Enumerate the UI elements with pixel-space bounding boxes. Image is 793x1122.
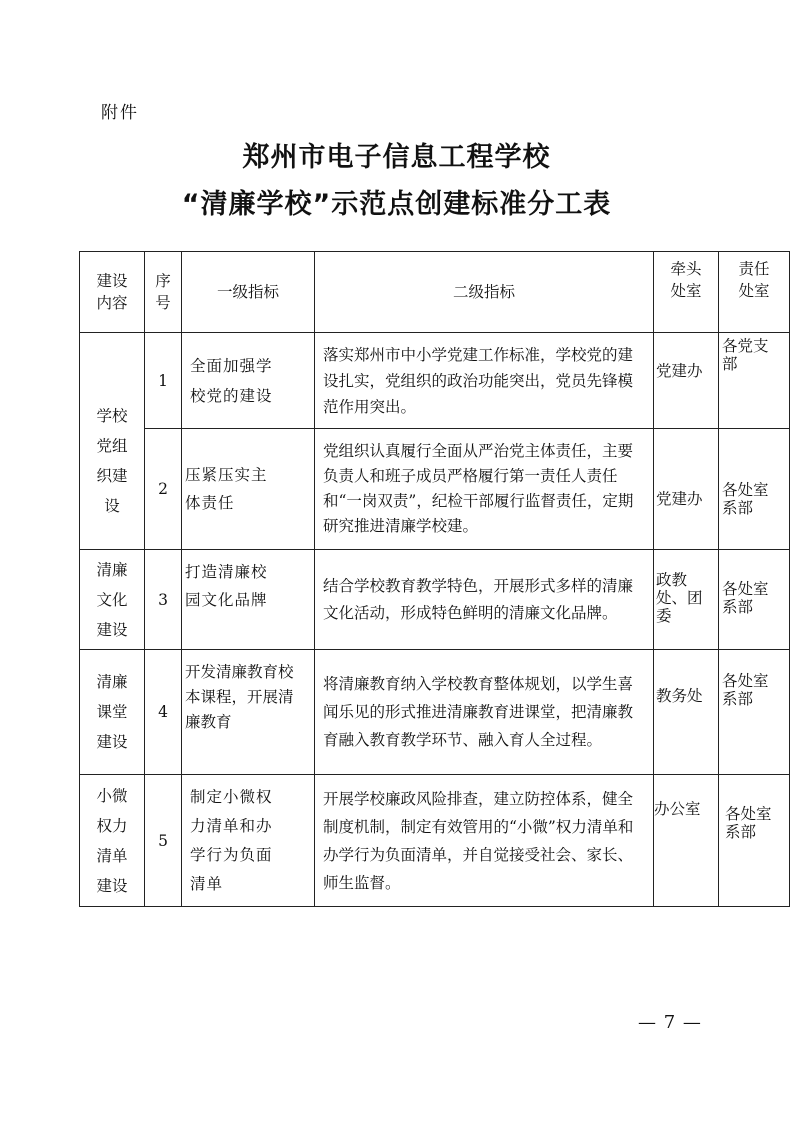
lead-cell: 党建办 bbox=[654, 333, 719, 429]
category-cell: 清廉文化建设 bbox=[80, 550, 145, 650]
seq-cell: 5 bbox=[145, 775, 182, 907]
page-number: — 7 — bbox=[638, 1012, 702, 1033]
seq-cell: 3 bbox=[145, 550, 182, 650]
table-row bbox=[80, 550, 790, 650]
header-lead: 牵头处室 bbox=[654, 252, 719, 333]
level1-cell: 全面加强学校党的建设 bbox=[182, 333, 315, 429]
responsible-cell: 各处室系部 bbox=[719, 550, 790, 650]
responsible-cell: 各处室系部 bbox=[719, 775, 790, 907]
level1-cell: 制定小微权力清单和办学行为负面清单 bbox=[182, 775, 315, 907]
header-responsible: 责任处室 bbox=[719, 252, 790, 333]
level2-cell: 落实郑州市中小学党建工作标准，学校党的建设扎实，党组织的政治功能突出，党员先锋模范作用突出。 bbox=[315, 333, 654, 429]
level2-cell: 开展学校廉政风险排查，建立防控体系，健全制度机制，制定有效管用的“小微”权力清单和办学行为负面清单，并自觉接受社会、家长、师生监督。 bbox=[315, 775, 654, 907]
category-cell: 小微权力清单建设 bbox=[80, 775, 145, 907]
seq-cell: 4 bbox=[145, 650, 182, 775]
level1-cell: 打造清廉校园文化品牌 bbox=[182, 550, 315, 650]
header-category: 建设内容 bbox=[80, 252, 145, 333]
seq-cell: 2 bbox=[145, 429, 182, 550]
header-level2: 二级指标 bbox=[315, 252, 654, 333]
level2-cell: 结合学校教育教学特色，开展形式多样的清廉文化活动，形成特色鲜明的清廉文化品牌。 bbox=[315, 550, 654, 650]
seq-cell: 1 bbox=[145, 333, 182, 429]
table-header-row bbox=[80, 252, 790, 333]
lead-cell: 党建办 bbox=[654, 429, 719, 550]
division-table bbox=[79, 251, 790, 907]
category-cell: 清廉课堂建设 bbox=[80, 650, 145, 775]
header-seq: 序号 bbox=[145, 252, 182, 333]
responsible-cell: 各处室系部 bbox=[719, 650, 790, 775]
header-level1: 一级指标 bbox=[182, 252, 315, 333]
category-cell: 学校党组织建设 bbox=[80, 333, 145, 550]
level2-cell: 党组织认真履行全面从严治党主体责任，主要负责人和班子成员严格履行第一责任人责任和“一岗双责”，纪检干部履行监督责任，定期研究推进清廉学校建。 bbox=[315, 429, 654, 550]
lead-cell: 政教处、团委 bbox=[654, 550, 719, 650]
table-row bbox=[80, 429, 790, 550]
table-row bbox=[80, 333, 790, 429]
document-subtitle: “清廉学校”示范点创建标准分工表 bbox=[181, 189, 612, 220]
level2-cell: 将清廉教育纳入学校教育整体规划，以学生喜闻乐见的形式推进清廉教育进课堂，把清廉教育融入教育教学环节、融入育人全过程。 bbox=[315, 650, 654, 775]
table-row bbox=[80, 650, 790, 775]
lead-cell: 办公室 bbox=[654, 775, 719, 907]
responsible-cell: 各处室系部 bbox=[719, 429, 790, 550]
level1-cell: 压紧压实主体责任 bbox=[182, 429, 315, 550]
lead-cell: 教务处 bbox=[654, 650, 719, 775]
table-row bbox=[80, 775, 790, 907]
responsible-cell: 各党支部 bbox=[719, 333, 790, 429]
attachment-label: 附件 bbox=[101, 103, 139, 123]
document-title: 郑州市电子信息工程学校 bbox=[242, 142, 551, 173]
level1-cell: 开发清廉教育校本课程，开展清廉教育 bbox=[182, 650, 315, 775]
